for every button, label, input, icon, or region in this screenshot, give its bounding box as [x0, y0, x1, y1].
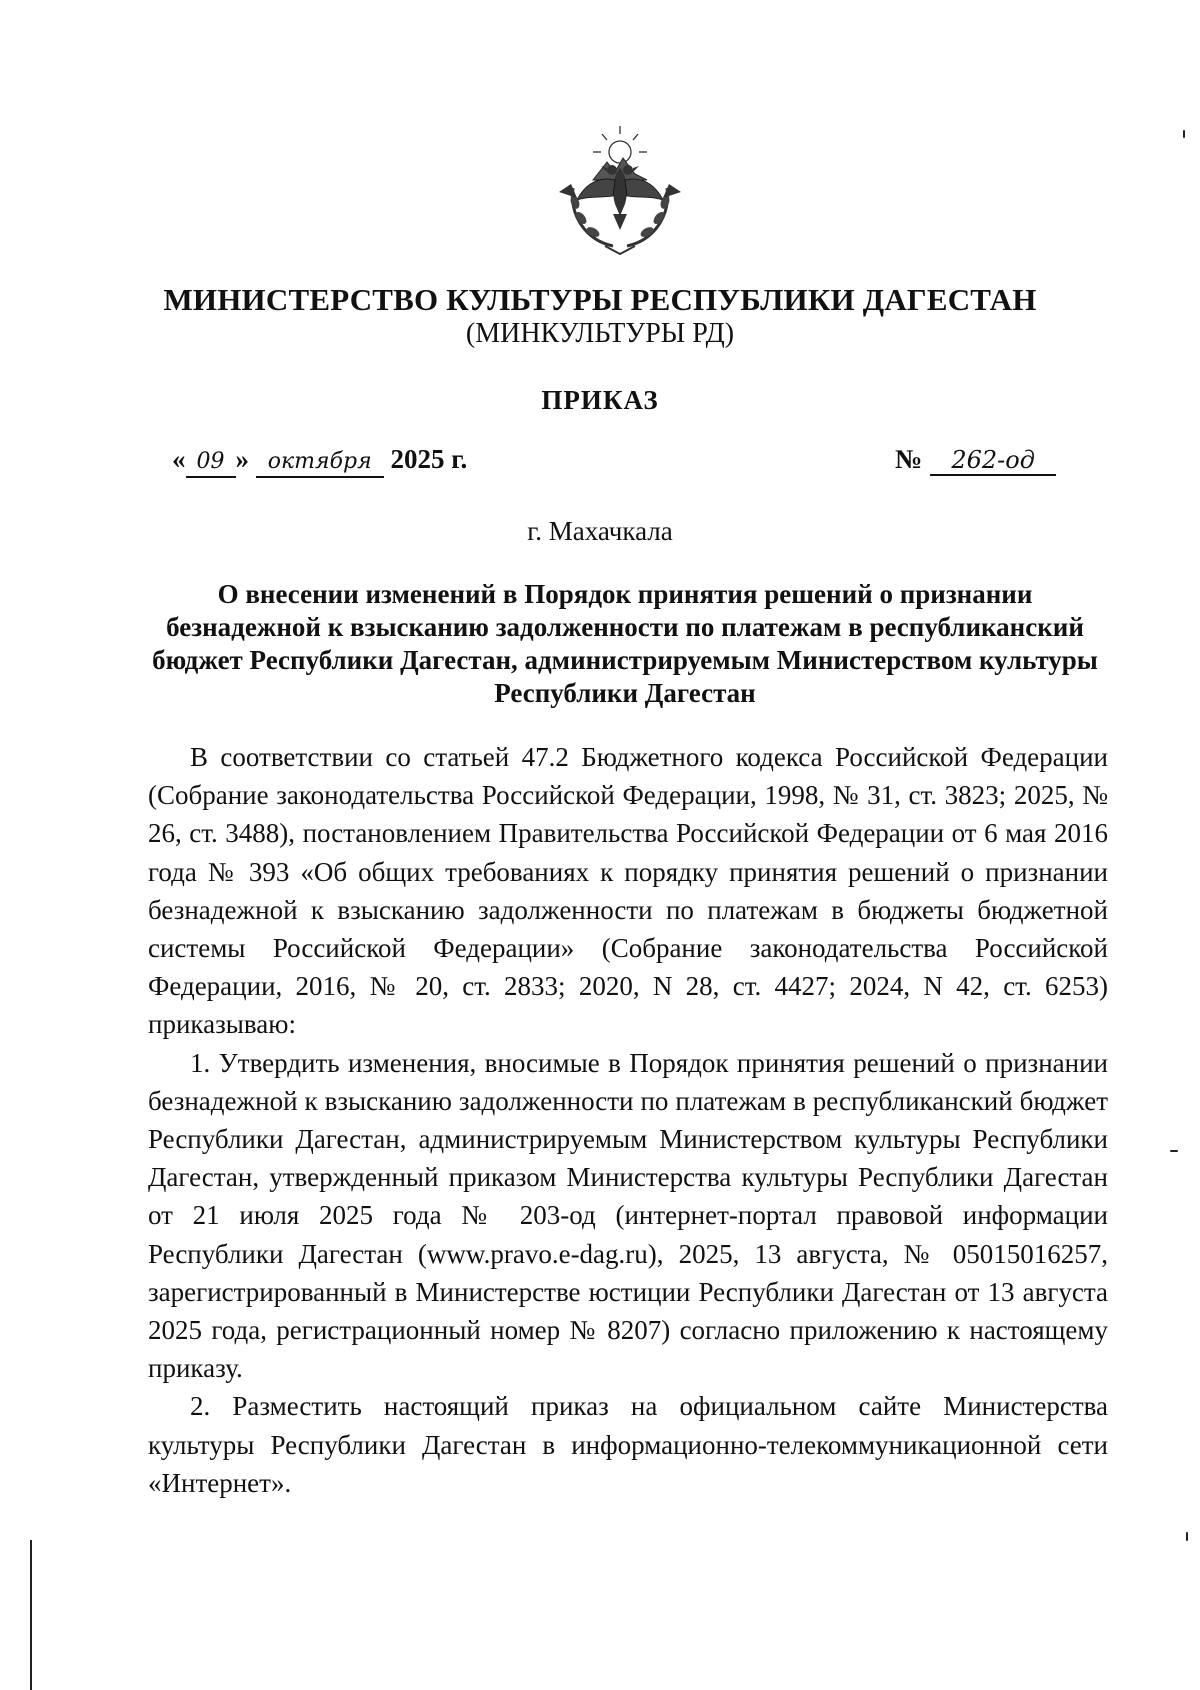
dagestan-coat-of-arms-icon	[555, 118, 685, 258]
scan-margin-line	[30, 1540, 32, 1690]
clause-1-paragraph: 1. Утвердить изменения, вносимые в Порядок принятия решений о признании безнадежной к взысканию задолженности по платежам в республиканский бюджет Республики Дагестан, администрируемым Министерством культуры Республики Дагестан, утвержденный приказом Министерства культуры Республики Дагестан от 21 июля 2025 года № 203-од (интернет-портал правовой информации Республики Дагестан (www.pravo.e-dag.ru), 2025, 13 августа, № 05015016257, зарегистрированный в Министерстве юстиции Республики Дагестан от 13 августа 2025 года, регистрационный номер № 8207) согласно приложению к настоящему приказу.	[148, 1047, 1108, 1384]
order-subject: О внесении изменений в Порядок принятия решений о признании безнадежной к взысканию задолженности по платежам в республиканский бюджет Республики Дагестан, администрируемым Министерством культуры Республики Дагестан	[152, 579, 1098, 708]
scan-speck	[1170, 1150, 1178, 1152]
date-open-quote: «	[172, 444, 186, 474]
order-number	[895, 444, 1056, 476]
order-body	[148, 738, 1108, 1502]
city: г. Махачкала	[527, 516, 673, 546]
number-label: №	[895, 444, 923, 474]
date-day-handwritten: 09	[186, 448, 236, 478]
order-date	[172, 444, 467, 478]
scan-speck	[1186, 1532, 1188, 1541]
date-year: 2025 г.	[390, 444, 468, 474]
ministry-name: МИНИСТЕРСТВО КУЛЬТУРЫ РЕСПУБЛИКИ ДАГЕСТАН	[163, 282, 1037, 317]
number-value-handwritten: 262-од	[930, 446, 1056, 476]
clause-2-paragraph: 2. Разместить настоящий приказ на официальном сайте Министерства культуры Республики Дагестан в информационно-телекоммуникационной сети «Интернет».	[148, 1391, 1108, 1498]
preamble-paragraph: В соответствии со статьей 47.2 Бюджетного кодекса Российской Федерации (Собрание законодательства Российской Федерации, 1998, № 31, ст. 3823; 2025, № 26, ст. 3488), постановлением Правительства Российской Федерации от 6 мая 2016 года № 393 «Об общих требованиях к порядку принятия решений о признании безнадежной к взысканию задолженности по платежам в бюджеты бюджетной системы Российской Федерации» (Собрание законодательства Российской Федерации, 2016, № 20, ст. 2833; 2020, N 28, ст. 4427; 2024, N 42, ст. 6253) приказываю:	[148, 742, 1108, 1040]
scan-speck	[1183, 130, 1185, 138]
ministry-short-name: (МИНКУЛЬТУРЫ РД)	[465, 318, 735, 349]
date-close-quote: »	[235, 444, 249, 474]
document-type: ПРИКАЗ	[541, 385, 659, 415]
date-month-handwritten: октября	[256, 448, 384, 478]
